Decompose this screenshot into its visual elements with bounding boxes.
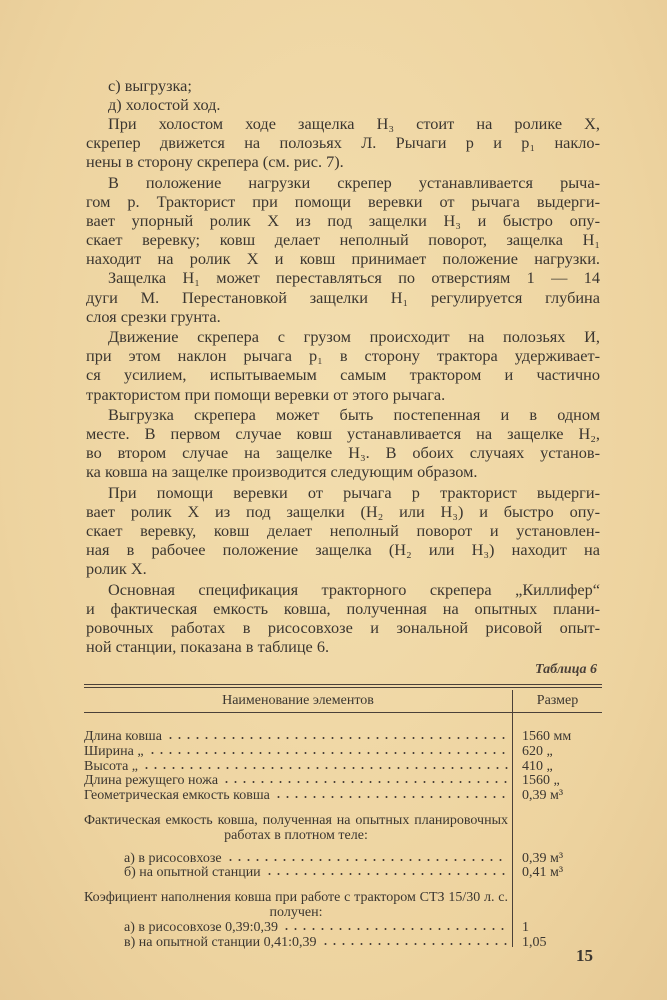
element-name-cell: [84, 866, 508, 881]
text-line: вает упорный ролик X из под защелки H₃ и быстро опу-: [86, 211, 600, 231]
element-name: Длина режущего ножа: [84, 773, 219, 789]
table-caption: Таблица 6: [535, 662, 597, 677]
text-line: скает веревку; ковш делает неполный поворот, защелка H₁: [86, 230, 600, 250]
element-name-cell: [84, 774, 508, 789]
text-line: скрепер движется на полозьях Л. Рычаги р и р₁ накло-: [86, 133, 600, 153]
section-heading: Коэфициент наполнения ковша при работе с трактором СТЗ 15/30 л. с. получен:: [84, 890, 508, 920]
element-size: 1: [522, 919, 529, 935]
text-line: при этом наклон рычага р₁ в сторону трактора удерживает-: [86, 346, 600, 366]
element-size: 0,39 м³: [522, 850, 564, 866]
table-row: [84, 760, 602, 775]
page-number: 15: [576, 946, 593, 965]
header-name: Наименование элементов: [222, 693, 374, 708]
table-row: [84, 936, 602, 951]
text-line: и фактическая емкость ковша, полученная на опытных плани-: [86, 599, 600, 619]
element-name-cell: [84, 730, 508, 745]
dot-leader: [321, 936, 508, 946]
element-name-cell: [84, 852, 508, 867]
table-row: [84, 814, 602, 844]
header-size: Размер: [512, 690, 602, 712]
element-size: 410 „: [522, 758, 553, 774]
text-line: Основная спецификация тракторного скрепера „Киллифер“: [108, 579, 600, 599]
table-top-rule: [84, 684, 602, 688]
text-line: месте. В первом случае ковш устанавливается на защелке H₂,: [86, 424, 600, 444]
element-name: а) в рисосовхозе: [124, 850, 222, 866]
text-line: слоя срезки грунта.: [86, 306, 221, 326]
table-row: [84, 774, 602, 789]
element-name: Геометрическая емкость ковша: [84, 788, 270, 804]
text-line: гом р. Тракторист при помощи веревки от рычага выдерги-: [86, 192, 600, 212]
text-line: дуги М. Перестановкой защелки H₁ регулируется глубина: [86, 287, 600, 307]
table-row: [84, 891, 602, 921]
text-line: во втором случае на защелке H₃. В обоих случаях установ-: [86, 443, 600, 463]
table-row: [84, 789, 602, 804]
text-line: с) выгрузка;: [108, 76, 192, 95]
table-header: [84, 690, 602, 713]
table-row: [84, 921, 602, 936]
table-row: [84, 866, 602, 881]
text-line: вает ролик X из под защелки (H₂ или H₃) и быстро опу-: [86, 502, 600, 522]
text-line: д) холостой ход.: [108, 95, 221, 115]
element-size: 0,41 м³: [522, 865, 564, 881]
element-size: 1560 „: [522, 773, 560, 789]
text-line: ся усилием, испытываемым самым трактором и частично: [86, 365, 600, 385]
element-size: 0,39 м³: [522, 788, 564, 804]
dot-leader: [274, 789, 508, 799]
element-name: Ширина „: [84, 743, 144, 759]
element-name: а) в рисосовхозе 0,39:0,39: [124, 919, 278, 935]
text-line: При помощи веревки от рычага р тракторист выдерги-: [108, 482, 600, 502]
text-line: ка ковша на защелке производится следующим образом.: [86, 462, 478, 482]
element-name: в) на опытной станции 0,41:0,39: [124, 934, 317, 950]
dot-leader: [265, 866, 508, 876]
text-line: Защелка H₁ может переставляться по отверстиям 1 — 14: [108, 268, 600, 288]
body-text: [86, 76, 600, 656]
element-name: б) на опытной станции: [124, 865, 261, 881]
dot-leader: [282, 921, 508, 931]
text-line: Выгрузка скрепера может быть постепенная и в одном: [108, 405, 600, 425]
section-heading: Фактическая емкость ковша, полученная на опытных планировочных работах в плотном теле:: [84, 812, 508, 843]
element-name: Длина ковша: [84, 729, 162, 744]
text-line: ная в рабочее положение защелка (H₂ или H₃) находит на: [86, 540, 600, 560]
table-body: [84, 730, 602, 950]
text-line: скает веревку, ковш делает неполный поворот и установлен-: [86, 521, 600, 541]
text-line: ролик X.: [86, 559, 147, 579]
element-name-cell: [84, 921, 508, 936]
text-line: При холостом ходе защелка H₃ стоит на ролике X,: [108, 114, 600, 134]
dot-leader: [142, 760, 508, 770]
element-name-cell: [84, 789, 508, 804]
text-line: Движение скрепера с грузом происходит на полозьях И,: [108, 327, 600, 347]
text-line: трактористом при помощи веревки от этого рычага.: [86, 384, 446, 404]
text-line: В положение нагрузки скрепер устанавливается рыча-: [108, 172, 600, 192]
table-row: [84, 745, 602, 760]
element-name-cell: [84, 936, 508, 951]
text-line: ровочных работах в рисосовхозе и зональной рисовой опыт-: [86, 618, 600, 638]
element-name: Высота „: [84, 758, 138, 774]
text-line: нены в сторону скрепера (см. рис. 7).: [86, 152, 344, 172]
table-row: [84, 730, 602, 745]
dot-leader: [226, 852, 508, 862]
table-row: [84, 852, 602, 867]
dot-leader: [148, 745, 508, 755]
dot-leader: [222, 774, 508, 784]
dot-leader: [166, 730, 508, 740]
specification-table: [84, 684, 602, 950]
element-size: 1560 мм: [522, 729, 572, 744]
element-size: 620 „: [522, 743, 553, 759]
element-size: 1,05: [522, 934, 547, 950]
element-name-cell: [84, 760, 508, 775]
text-line: находит на ролик X и ковш принимает положение нагрузки.: [86, 249, 600, 269]
element-name-cell: [84, 745, 508, 760]
text-line: ной станции, показана в таблице 6.: [86, 637, 330, 657]
